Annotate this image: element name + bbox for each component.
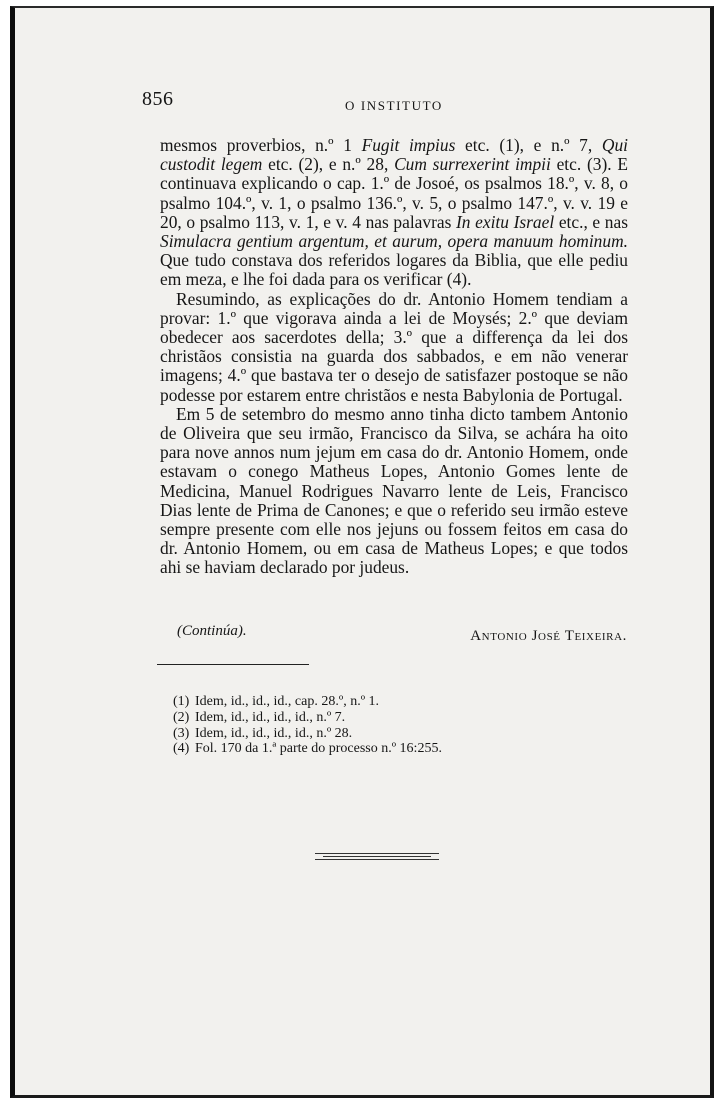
italic-text-run: Simulacra gentium argentum, et aurum, opera manuum hominum. <box>160 231 628 252</box>
footnote-number: (2) <box>173 709 190 725</box>
author-name: Antonio José Teixeira. <box>470 628 627 644</box>
continua-note: (Continúa). <box>177 623 247 639</box>
book-page <box>10 6 714 1098</box>
footnote <box>173 694 593 710</box>
footnote-text: Idem, id., id., id., cap. 28.º, n.º 1. <box>195 694 380 709</box>
body-text <box>160 136 628 578</box>
italic-text-run: Qui custodit legem <box>160 135 629 175</box>
footnote <box>173 726 593 742</box>
footnote-number: (3) <box>173 725 190 741</box>
footnote-number: (4) <box>173 741 190 757</box>
text-run: etc., e nas <box>554 211 628 232</box>
footnote <box>173 710 593 726</box>
paragraph <box>160 136 628 290</box>
footnote-text: Idem, id., id., id., id., n.º 28. <box>195 725 353 741</box>
signature-row <box>177 623 627 644</box>
footnote-text: Idem, id., id., id., id., n.º 7. <box>195 709 346 725</box>
paragraph <box>160 405 628 578</box>
footnote <box>173 741 593 757</box>
footnote-number: (1) <box>173 694 190 709</box>
italic-text-run: Fugit impius <box>361 135 456 155</box>
italic-text-run: Cum surrexerint impii <box>394 154 551 175</box>
text-run: mesmos proverbios, n.º 1 <box>160 135 362 155</box>
running-head: O INSTITUTO <box>345 98 443 113</box>
paragraph <box>160 290 628 405</box>
text-run: Em 5 de setembro do mesmo anno tinha dicto tambem Antonio de Oliveira que seu irmão, Francisco da Silva, se achára ha oito para nove annos num jejum em casa do dr. Antonio Homem, onde estavam o conego Matheus Lopes, Antonio Gomes lente de Medicina, Manuel Rodrigues Navarro lente de Leis, Francisco Dias lente de Prima de Canones; e que o referido seu irmão esteve sempre presente com elle nos jejuns ou fossem feitos em casa do dr. Antonio Homem, ou em casa de Matheus Lopes; e que todos ahi se haviam declarado por judeus. <box>160 403 628 578</box>
footnotes <box>173 694 593 757</box>
text-run: Resumindo, as explicações do dr. Antonio Homem tendiam a provar: 1.º que vigorava ainda a lei de Moysés; 2.º que deviam obedecer aos sacerdotes della; 3.º que a differença da lei dos christãos consistia na guarda dos sabbados, e em não venerar imagens; 4.º que bastava ter o desejo de satisfazer postoque se não podesse por estarem entre christãos e nesta Babylonia de Portugal. <box>160 288 628 405</box>
text-run: Que tudo constava dos referidos logares da Biblia, que elle pediu em meza, e lhe foi dada para os verificar (4). <box>160 250 628 290</box>
page-number: 856 <box>142 88 174 110</box>
text-run: etc. (2), e n.º 28, <box>262 154 395 175</box>
text-run: etc. (3). E continuava explicando o cap. 1.º de Josoé, os psalmos 18.º, v. 8, o psalmo 104.º, v. 1, o psalmo 136.º, v. 5, o psalmo 147.º, v. v. 19 e 20, o psalmo 113, v. 1, e v. 4 nas palavras <box>160 154 628 232</box>
footnote-divider <box>157 664 309 665</box>
italic-text-run: In exitu Israel <box>456 211 555 232</box>
end-ornament-rule <box>315 853 439 860</box>
text-run: etc. (1), e n.º 7, <box>455 135 602 155</box>
footnote-text: Fol. 170 da 1.ª parte do processo n.º 16:255. <box>195 741 442 757</box>
